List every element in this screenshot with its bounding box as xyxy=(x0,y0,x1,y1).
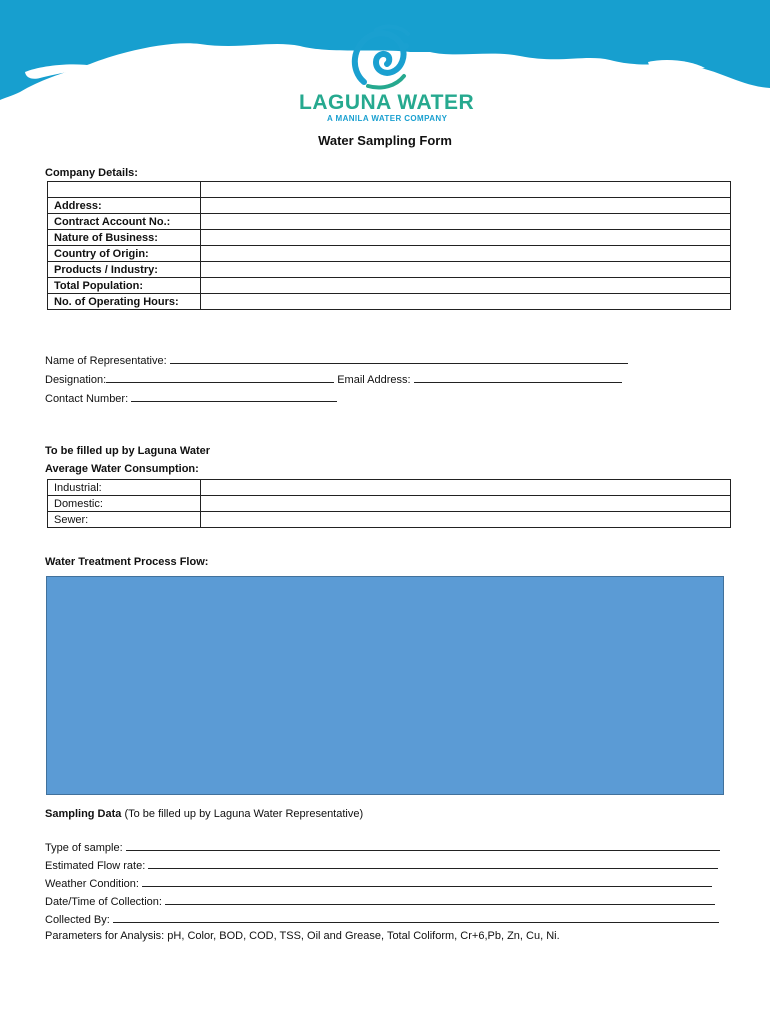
consumption-label: Domestic: xyxy=(48,496,201,512)
flow-rate-line xyxy=(45,858,718,872)
process-flow-heading: Water Treatment Process Flow: xyxy=(45,556,209,568)
table-row xyxy=(48,246,731,262)
total-population-value-cell[interactable] xyxy=(201,278,731,294)
consumption-label: Industrial: xyxy=(48,480,201,496)
designation-field[interactable] xyxy=(106,372,334,383)
industrial-value-cell[interactable] xyxy=(201,480,731,496)
weather-field[interactable] xyxy=(142,876,712,887)
designation-label: Designation: xyxy=(45,374,107,386)
field-label: Nature of Business: xyxy=(48,230,201,246)
consumption-label: Sewer: xyxy=(48,512,201,528)
laguna-section-heading: To be filled up by Laguna Water xyxy=(45,445,211,457)
field-label: Products / Industry: xyxy=(48,262,201,278)
sampling-heading-bold: Sampling Data xyxy=(45,808,122,820)
collected-by-label: Collected By: xyxy=(45,914,110,926)
field-label: Contract Account No.: xyxy=(48,214,201,230)
collected-by-line xyxy=(45,912,719,926)
company-details-heading: Company Details: xyxy=(45,167,138,179)
field-label xyxy=(48,182,201,198)
table-row xyxy=(48,294,731,310)
sewer-value-cell[interactable] xyxy=(201,512,731,528)
operating-hours-value-cell[interactable] xyxy=(201,294,731,310)
table-row xyxy=(48,182,731,198)
table-row xyxy=(48,198,731,214)
collection-datetime-line xyxy=(45,894,715,908)
field-label: Country of Origin: xyxy=(48,246,201,262)
type-of-sample-label: Type of sample: xyxy=(45,842,123,854)
email-field[interactable] xyxy=(414,372,622,383)
table-row xyxy=(48,278,731,294)
analysis-parameters: Parameters for Analysis: pH, Color, BOD, COD, TSS, Oil and Grease, Total Coliform, Cr+6,Pb, Zn, Cu, Ni. xyxy=(45,930,560,942)
table-row xyxy=(48,496,731,512)
flow-rate-field[interactable] xyxy=(148,858,718,869)
type-of-sample-field[interactable] xyxy=(126,840,720,851)
brand-subtitle: A MANILA WATER COMPANY xyxy=(327,114,448,123)
representative-name-line xyxy=(45,353,628,367)
domestic-value-cell[interactable] xyxy=(201,496,731,512)
designation-email-line xyxy=(45,372,622,386)
brand-logo xyxy=(299,92,474,124)
brand-name: LAGUNA WATER xyxy=(299,91,475,114)
field-value-cell[interactable] xyxy=(201,182,731,198)
consumption-heading: Average Water Consumption: xyxy=(45,463,199,475)
collection-datetime-label: Date/Time of Collection: xyxy=(45,896,162,908)
contract-account-value-cell[interactable] xyxy=(201,214,731,230)
weather-line xyxy=(45,876,712,890)
form-title: Water Sampling Form xyxy=(318,133,452,148)
products-industry-value-cell[interactable] xyxy=(201,262,731,278)
flow-rate-label: Estimated Flow rate: xyxy=(45,860,146,872)
contact-number-line xyxy=(45,391,337,405)
representative-name-field[interactable] xyxy=(170,353,628,364)
field-label: Address: xyxy=(48,198,201,214)
table-row xyxy=(48,262,731,278)
representative-name-label: Name of Representative: xyxy=(45,355,167,367)
email-label: Email Address: xyxy=(337,374,411,386)
water-consumption-table xyxy=(47,479,731,528)
address-value-cell[interactable] xyxy=(201,198,731,214)
table-row xyxy=(48,214,731,230)
nature-of-business-value-cell[interactable] xyxy=(201,230,731,246)
type-of-sample-line xyxy=(45,840,720,854)
country-of-origin-value-cell[interactable] xyxy=(201,246,731,262)
water-swirl-icon xyxy=(346,20,416,92)
process-flow-box[interactable] xyxy=(46,576,724,795)
field-label: Total Population: xyxy=(48,278,201,294)
sampling-data-heading xyxy=(45,808,363,820)
table-row xyxy=(48,512,731,528)
field-label: No. of Operating Hours: xyxy=(48,294,201,310)
sampling-heading-note: (To be filled up by Laguna Water Representative) xyxy=(124,808,364,820)
table-row xyxy=(48,480,731,496)
contact-number-field[interactable] xyxy=(131,391,337,402)
collection-datetime-field[interactable] xyxy=(165,894,715,905)
table-row xyxy=(48,230,731,246)
contact-number-label: Contact Number: xyxy=(45,393,129,405)
company-details-table xyxy=(47,181,731,310)
weather-label: Weather Condition: xyxy=(45,878,139,890)
collected-by-field[interactable] xyxy=(113,912,719,923)
